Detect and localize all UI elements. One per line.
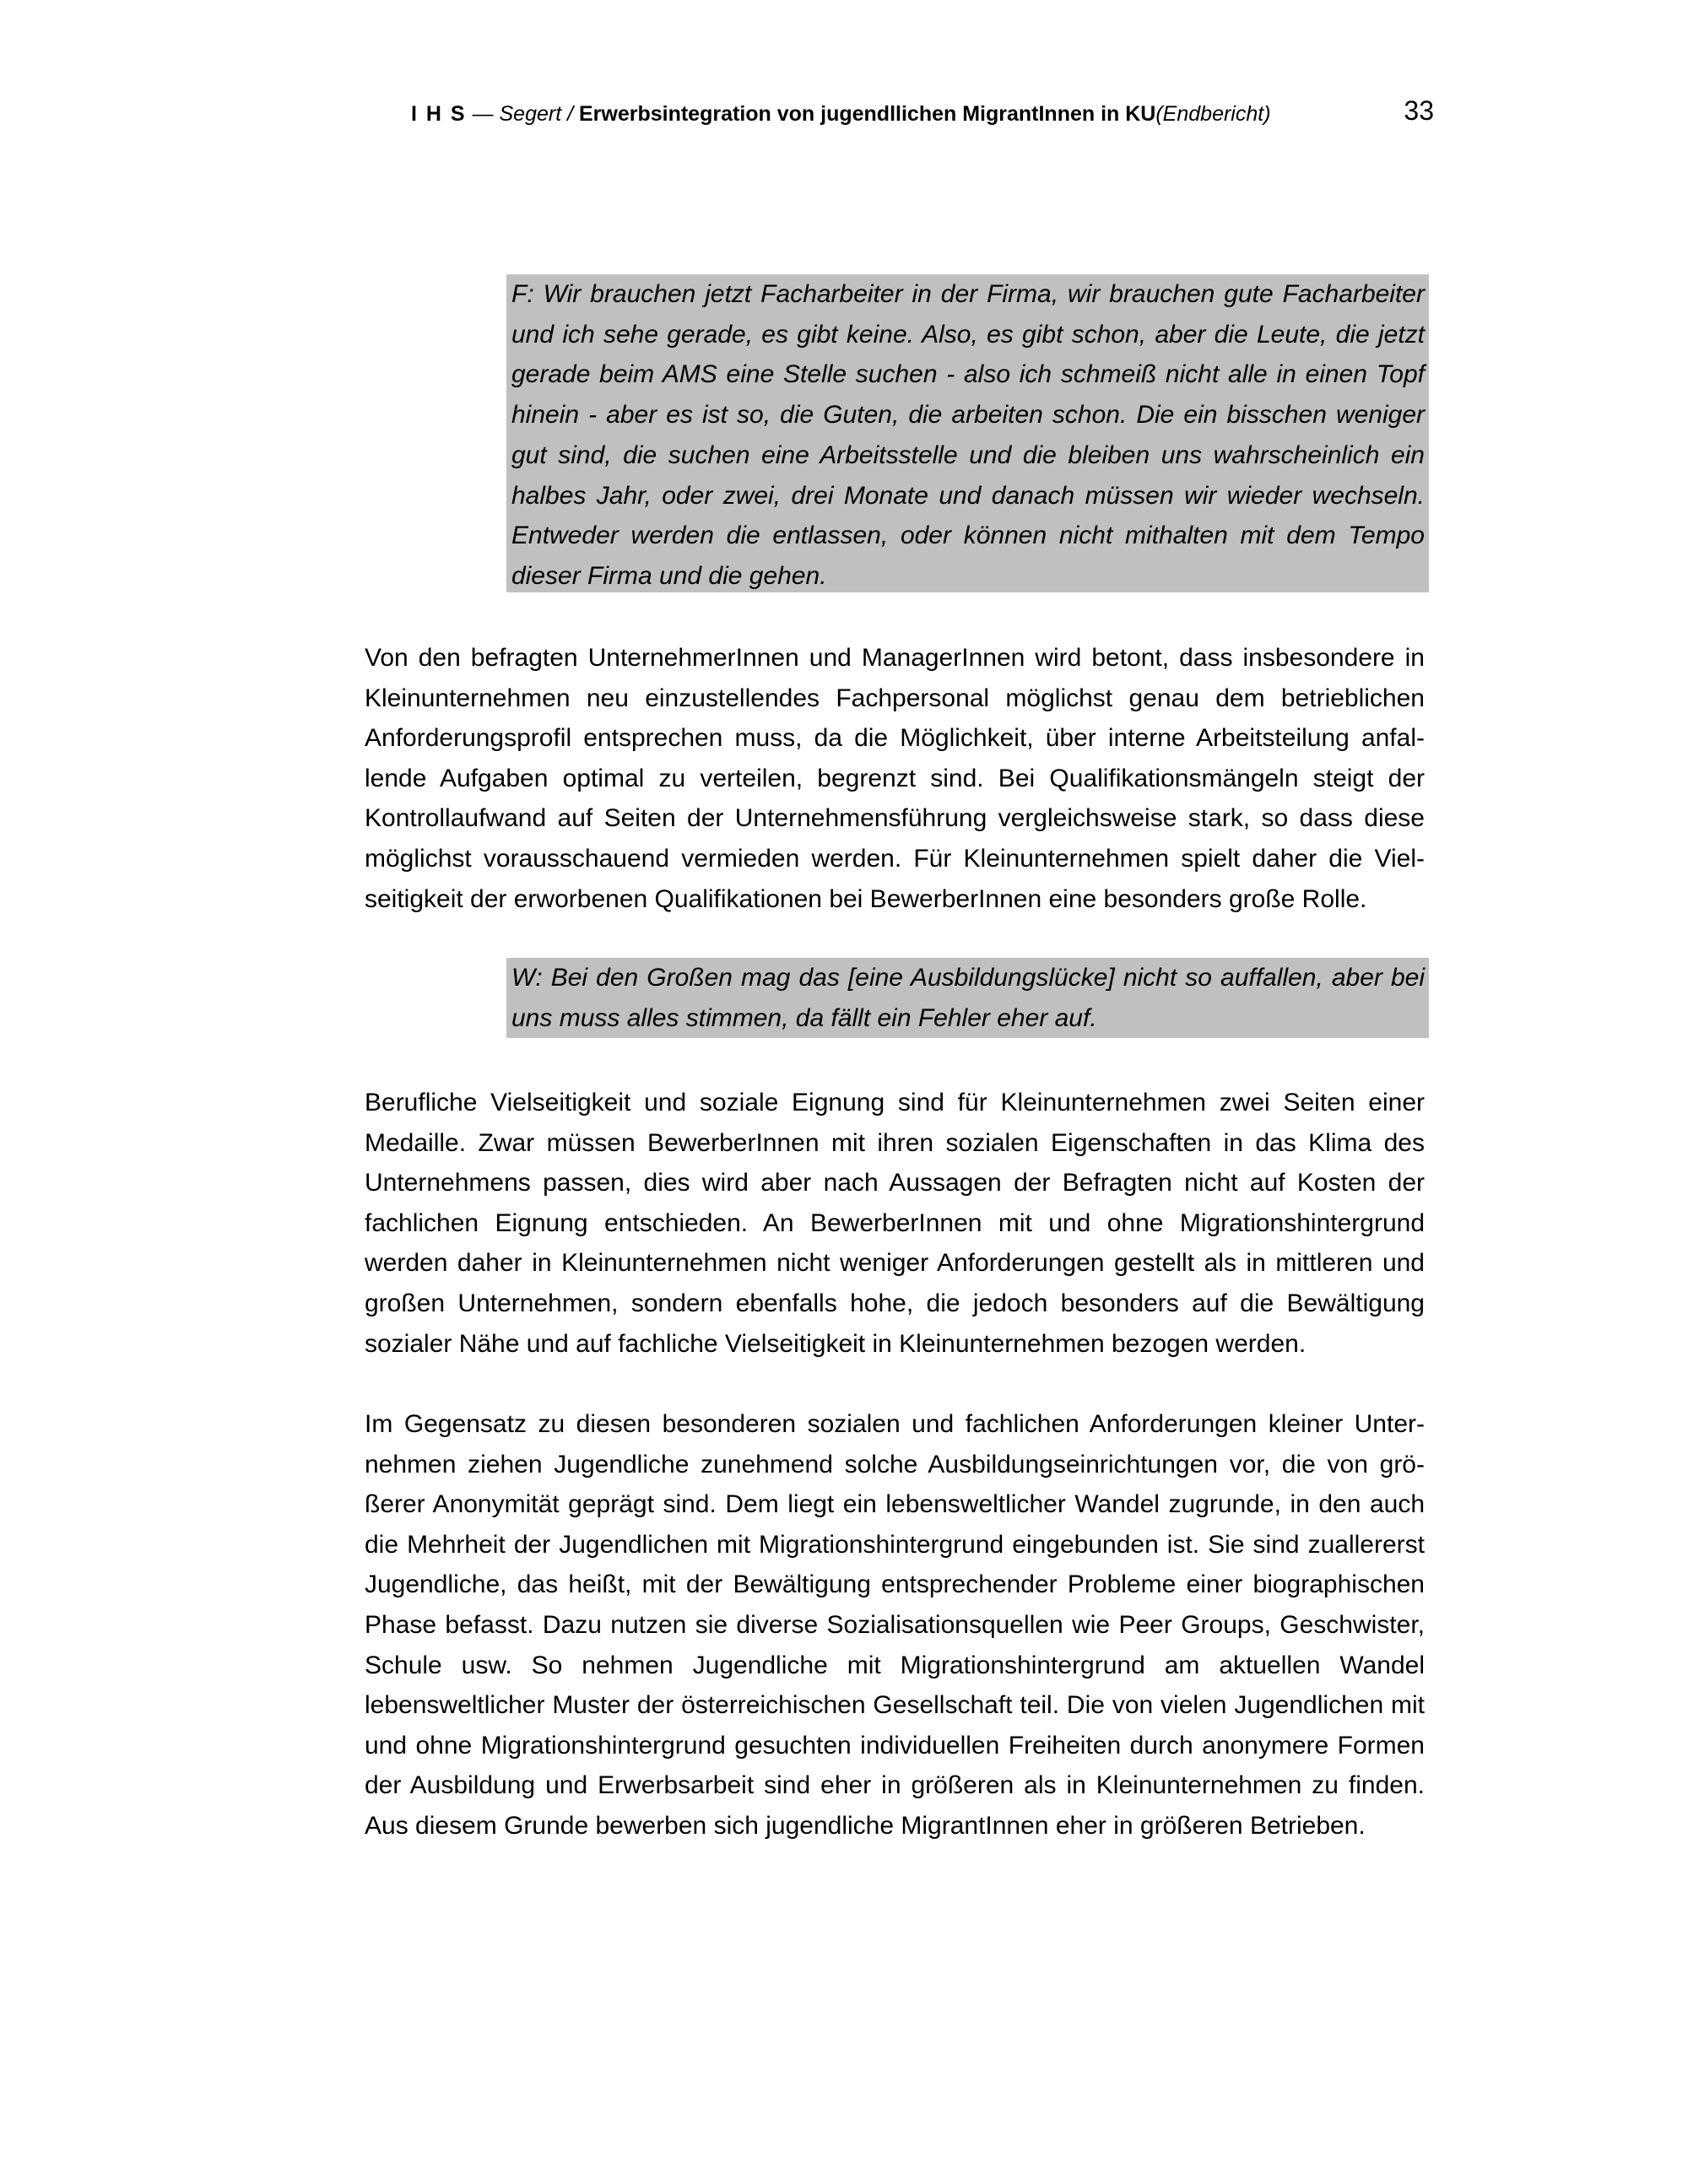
header-author: Segert / <box>499 102 579 126</box>
body-paragraph: Berufliche Vielseitigkeit und soziale Eignung sind für Kleinunternehmen zwei Seiten einer Medaille. Zwar müssen BewerberInnen mit ihren sozialen Eigenschaften in das Klima des Unternehmens passen, dies wird aber nach Aussagen der Befragten nicht auf Kosten der fachlichen Eignung entschieden. An BewerberInnen mit und ohne Migrationshintergrund werden daher in Kleinunternehmen nicht weniger Anforderungen gestellt als in mittleren und großen Unternehmen, sondern ebenfalls hohe, die jedoch besonders auf die Bewältigung sozialer Nähe und auf fachliche Vielseitigkeit in Kleinunternehmen bezogen werden. <box>365 1089 1425 1358</box>
interview-quote: W: Bei den Großen mag das [eine Ausbildungslücke] nicht so auffallen, aber bei uns muss alles stimmen, da fällt ein Fehler eher auf. <box>506 958 1429 1038</box>
body-paragraph: Von den befragten UnternehmerInnen und ManagerInnen wird betont, dass insbesondere in Kleinunternehmen neu einzustellendes Fachpersonal möglichst genau dem betrieblichen Anforderungsprofil entsprechen muss, da die Möglichkeit, über interne Arbeitsteilung anfallende Aufgaben optimal zu verteilen, begrenzt sind. Bei Qualifikationsmängeln steigt der Kontrollaufwand auf Seiten der Unternehmensführung vergleichsweise stark, so dass diese möglichst vorausschauend vermieden werden. Für Kleinunternehmen spielt daher die Vielseitigkeit der erworbenen Qualifikationen bei BewerberInnen eine besonders große Rolle. <box>365 644 1425 913</box>
header-org: I H S <box>411 102 467 126</box>
header-dash: — <box>466 102 500 126</box>
interview-quote: F: Wir brauchen jetzt Facharbeiter in der Firma, wir brauchen gute Facharbeiter und ich sehe gerade, es gibt keine. Also, es gibt schon, aber die Leute, die jetzt gerade beim AMS eine Stelle suchen - also ich schmeiß nicht alle in einen Topf hinein - aber es ist so, die Guten, die arbeiten schon. Die ein bisschen weniger gut sind, die suchen eine Arbeitsstelle und die bleiben uns wahrscheinlich ein halbes Jahr, oder zwei, drei Monate und danach müssen wir wieder wechseln. Entweder werden die entlassen, oder können nicht mithalten mit dem Tempo dieser Firma und die gehen. <box>506 274 1429 592</box>
page-number: 33 <box>1404 95 1434 126</box>
running-header <box>411 95 1434 133</box>
body-paragraph: Im Gegensatz zu diesen besonderen sozialen und fachlichen Anforderungen kleiner Unternehmen ziehen Jugendliche zunehmend solche Ausbildungseinrichtungen vor, die von größerer Anonymität geprägt sind. Dem liegt ein lebensweltlicher Wandel zugrunde, in den auch die Mehrheit der Jugendlichen mit Migrationshintergrund eingebunden ist. Sie sind zuallererst Jugendliche, das heißt, mit der Bewältigung entsprechender Probleme einer biographischen Phase befasst. Dazu nutzen sie diverse Sozialisationsquellen wie Peer Groups, Geschwister, Schule usw. So nehmen Jugendliche mit Migrationshintergrund am aktuellen Wandel lebensweltlicher Muster der österreichischen Gesellschaft teil. Die von vielen Jugendlichen mit und ohne Migrationshintergrund gesuchten individuellen Freiheiten durch anonymere Formen der Ausbildung und Erwerbsarbeit sind eher in größeren als in Kleinunternehmen zu finden. Aus diesem Grunde bewerben sich jugendliche MigrantInnen eher in größeren Betrieben. <box>365 1410 1425 1840</box>
header-suffix: (Endbericht) <box>1155 102 1271 126</box>
header-title: Erwerbsintegration von jugendllichen MigrantInnen in KU <box>578 102 1156 126</box>
